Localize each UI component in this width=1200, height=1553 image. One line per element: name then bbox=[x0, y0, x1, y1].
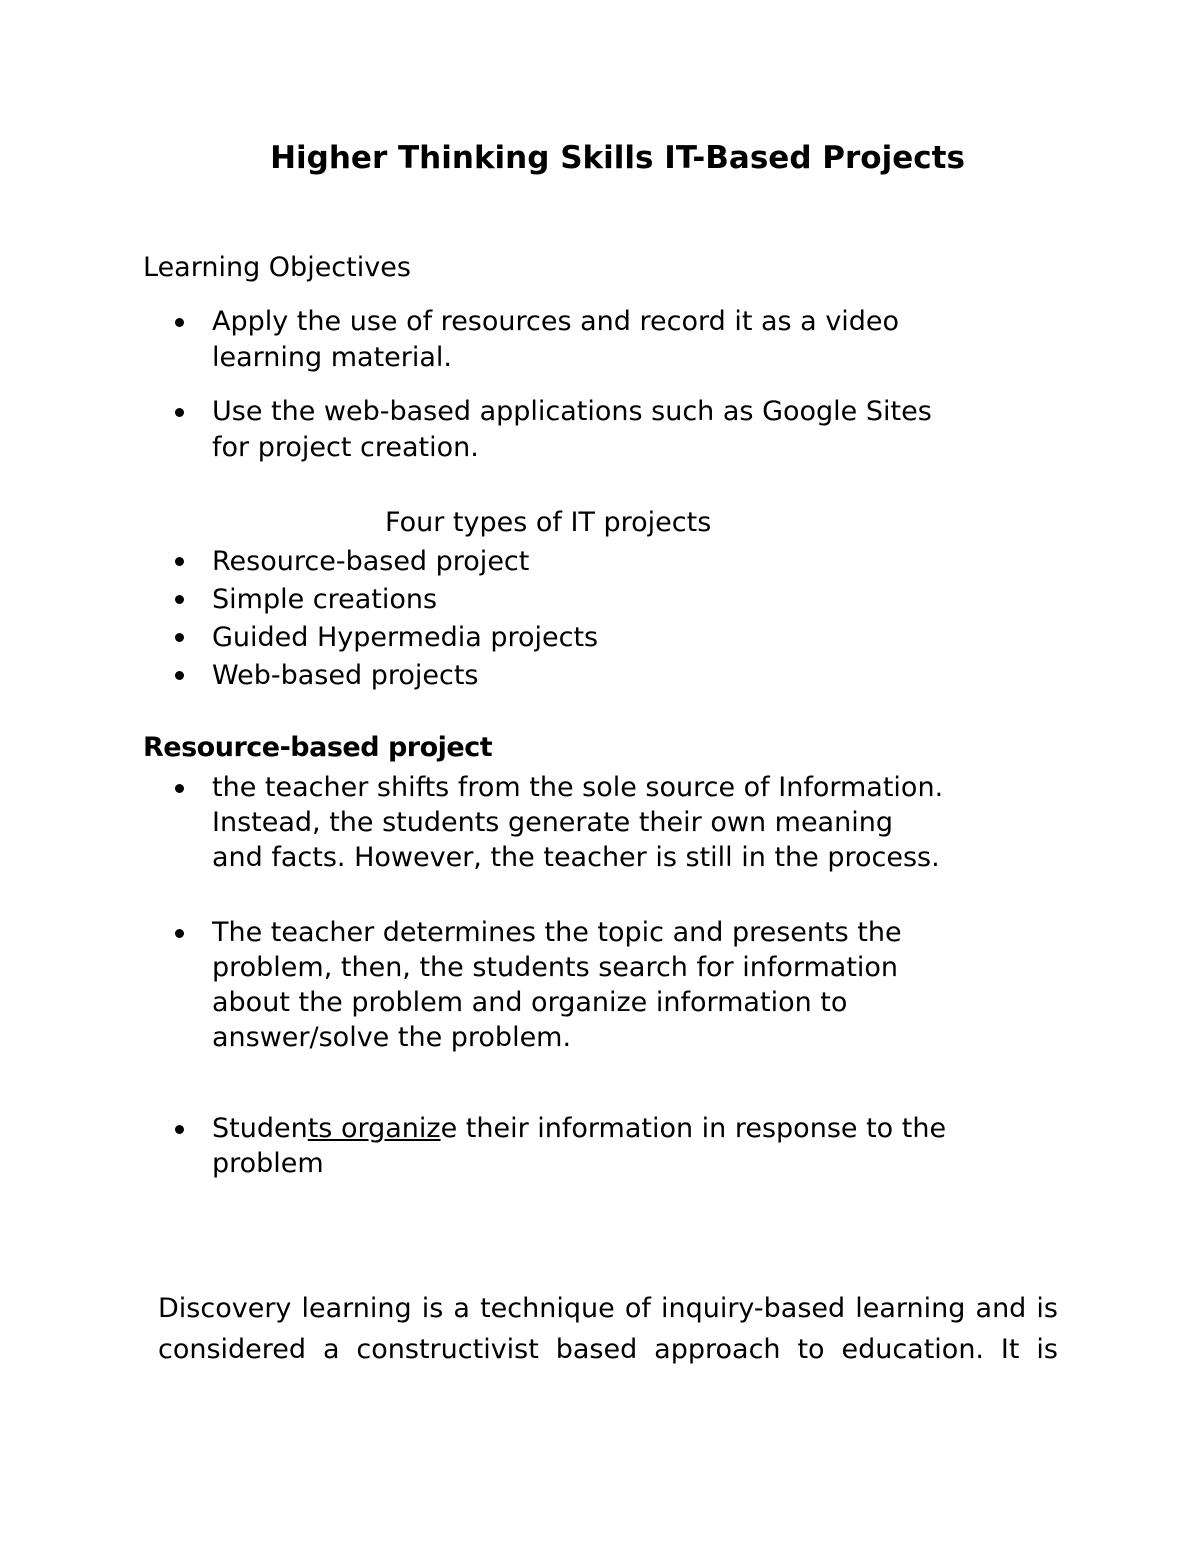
list-item-text bbox=[212, 1111, 946, 1146]
bullet-icon bbox=[175, 633, 184, 642]
paragraph-word: education. bbox=[841, 1334, 985, 1365]
paragraph-line bbox=[158, 1329, 1058, 1370]
list-item bbox=[172, 581, 598, 619]
list-item-text: Resource-based project bbox=[212, 546, 530, 577]
list-item-text: and facts. However, the teacher is still in the process. bbox=[212, 842, 940, 873]
bullet-icon bbox=[175, 318, 184, 327]
bullet-icon bbox=[175, 595, 184, 604]
list-item bbox=[172, 619, 598, 657]
paragraph-word: based bbox=[555, 1334, 638, 1365]
bullet-icon bbox=[175, 1125, 184, 1134]
list-item-text: for project creation. bbox=[212, 432, 479, 463]
list-item-text: the teacher shifts from the sole source of Information. bbox=[212, 772, 944, 803]
paragraph-word: It bbox=[1000, 1334, 1020, 1365]
bullet-icon bbox=[175, 408, 184, 417]
list-item-text: The teacher determines the topic and presents the bbox=[212, 917, 902, 948]
list-item bbox=[172, 543, 598, 581]
list-item-text: problem, then, the students search for information bbox=[212, 952, 899, 983]
list-item-text: Apply the use of resources and record it as a video bbox=[212, 306, 900, 337]
list-item-text: Instead, the students generate their own meaning bbox=[212, 807, 893, 838]
resource-based-heading: Resource-based project bbox=[143, 732, 493, 763]
list-item-text: Guided Hypermedia projects bbox=[212, 622, 599, 653]
list-item bbox=[172, 770, 946, 875]
paragraph-word: approach bbox=[654, 1334, 781, 1365]
list-item bbox=[172, 915, 946, 1055]
learning-objectives-heading: Learning Objectives bbox=[143, 252, 411, 283]
list-item-text: learning material. bbox=[212, 342, 453, 373]
text-fragment: e their information in response to the bbox=[440, 1113, 947, 1144]
list-item-text: Simple creations bbox=[212, 584, 438, 615]
bullet-icon bbox=[175, 929, 184, 938]
bullet-icon bbox=[175, 671, 184, 680]
resource-based-list bbox=[172, 770, 946, 1181]
discovery-paragraph bbox=[158, 1288, 1058, 1370]
paragraph-word: constructivist bbox=[356, 1334, 539, 1365]
list-item bbox=[172, 1111, 946, 1181]
list-item-text: answer/solve the problem. bbox=[212, 1022, 572, 1053]
document-title: Higher Thinking Skills IT-Based Projects bbox=[270, 140, 965, 176]
list-item bbox=[172, 304, 932, 376]
underlined-text: ts organiz bbox=[307, 1113, 441, 1144]
paragraph-word: to bbox=[797, 1334, 825, 1365]
list-item-text: Use the web-based applications such as Google Sites bbox=[212, 396, 932, 427]
list-item-text: about the problem and organize information to bbox=[212, 987, 848, 1018]
list-item bbox=[172, 657, 598, 695]
list-item bbox=[172, 394, 932, 466]
paragraph-word: a bbox=[322, 1334, 340, 1365]
paragraph-line: Discovery learning is a technique of inquiry-based learning and is bbox=[158, 1293, 1058, 1324]
bullet-icon bbox=[175, 784, 184, 793]
learning-objectives-list bbox=[172, 304, 932, 466]
bullet-icon bbox=[175, 557, 184, 566]
project-types-heading: Four types of IT projects bbox=[385, 507, 712, 538]
list-item-text: Web-based projects bbox=[212, 660, 479, 691]
paragraph-word: is bbox=[1036, 1334, 1058, 1365]
paragraph-word: considered bbox=[158, 1334, 307, 1365]
list-item-text: problem bbox=[212, 1148, 324, 1179]
project-types-list bbox=[172, 543, 598, 695]
text-fragment: Studen bbox=[212, 1113, 308, 1144]
